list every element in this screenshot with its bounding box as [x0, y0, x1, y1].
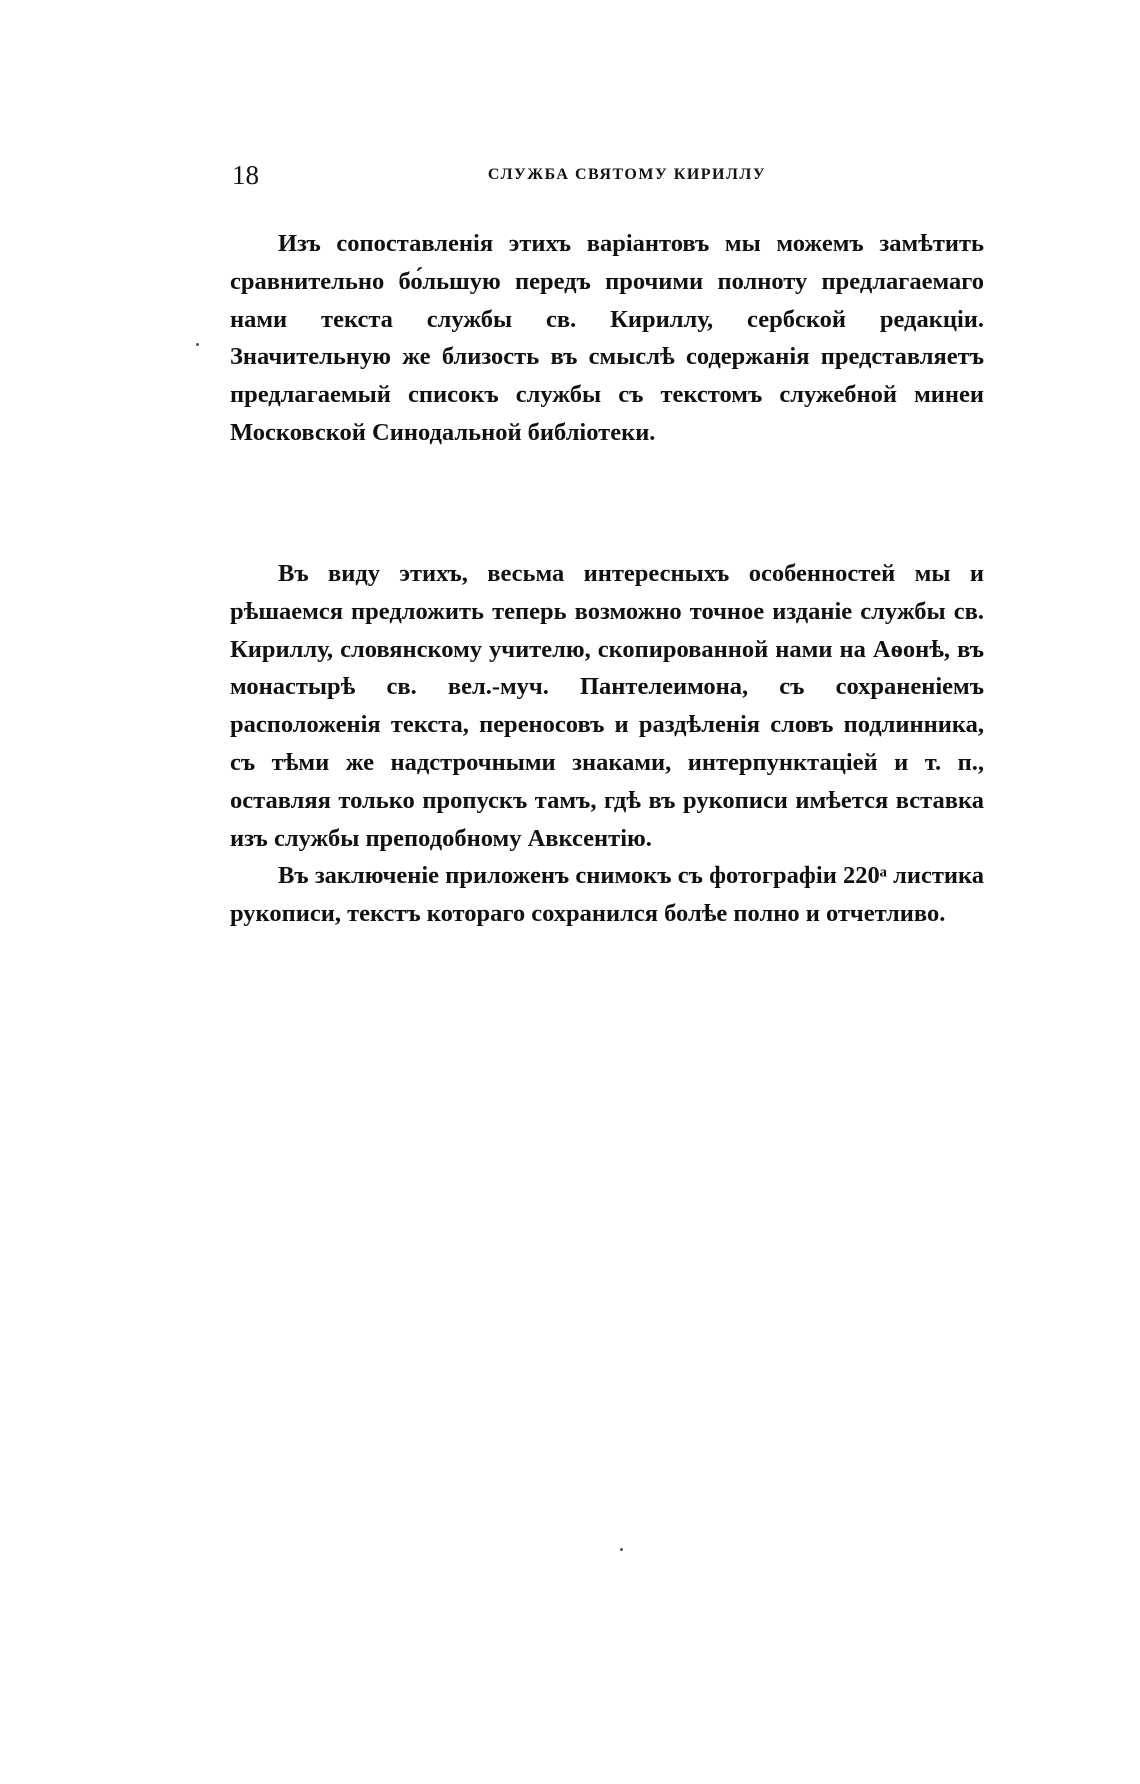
page-header	[232, 160, 992, 200]
paragraph-conclusion: Въ заключеніе приложенъ снимокъ съ фотографіи 220ᵃ листика рукописи, текстъ котораго сохранился болѣе полно и отчетливо.	[230, 862, 984, 928]
paragraph-variants-comparison: Изъ сопоставленія этихъ варіантовъ мы можемъ замѣтить сравнительно бо́льшую передъ прочими полноту предлагаемаго нами текста службы св. Кириллу, сербской редакціи. Значительную же близость въ смыслѣ содержанія представляетъ предлагаемый списокъ службы съ текстомъ служебной минеи Московской Синодальной библіотеки.	[230, 230, 984, 446]
paragraph-edition-intent: Въ виду этихъ, весьма интересныхъ особенностей мы и рѣшаемся предложить теперь возможно точное изданіе службы св. Кириллу, словянскому учителю, скопированной нами на Аѳонѣ, въ монастырѣ св. вел.-муч. Пантелеимона, съ сохраненіемъ расположенія текста, переносовъ и раздѣленія словъ подлинника, съ тѣми же надстрочными знаками, интерпунктаціей и т. п., оставляя только пропускъ тамъ, гдѣ въ рукописи имѣется вставка изъ службы преподобному Авксентію.	[230, 560, 984, 852]
print-speck	[620, 1548, 623, 1551]
page-number: 18	[232, 160, 259, 190]
print-speck	[196, 343, 199, 346]
text-block-second	[230, 555, 984, 933]
text-block-first	[230, 225, 984, 452]
running-title: СЛУЖБА СВЯТОМУ КИРИЛЛУ	[487, 166, 767, 183]
